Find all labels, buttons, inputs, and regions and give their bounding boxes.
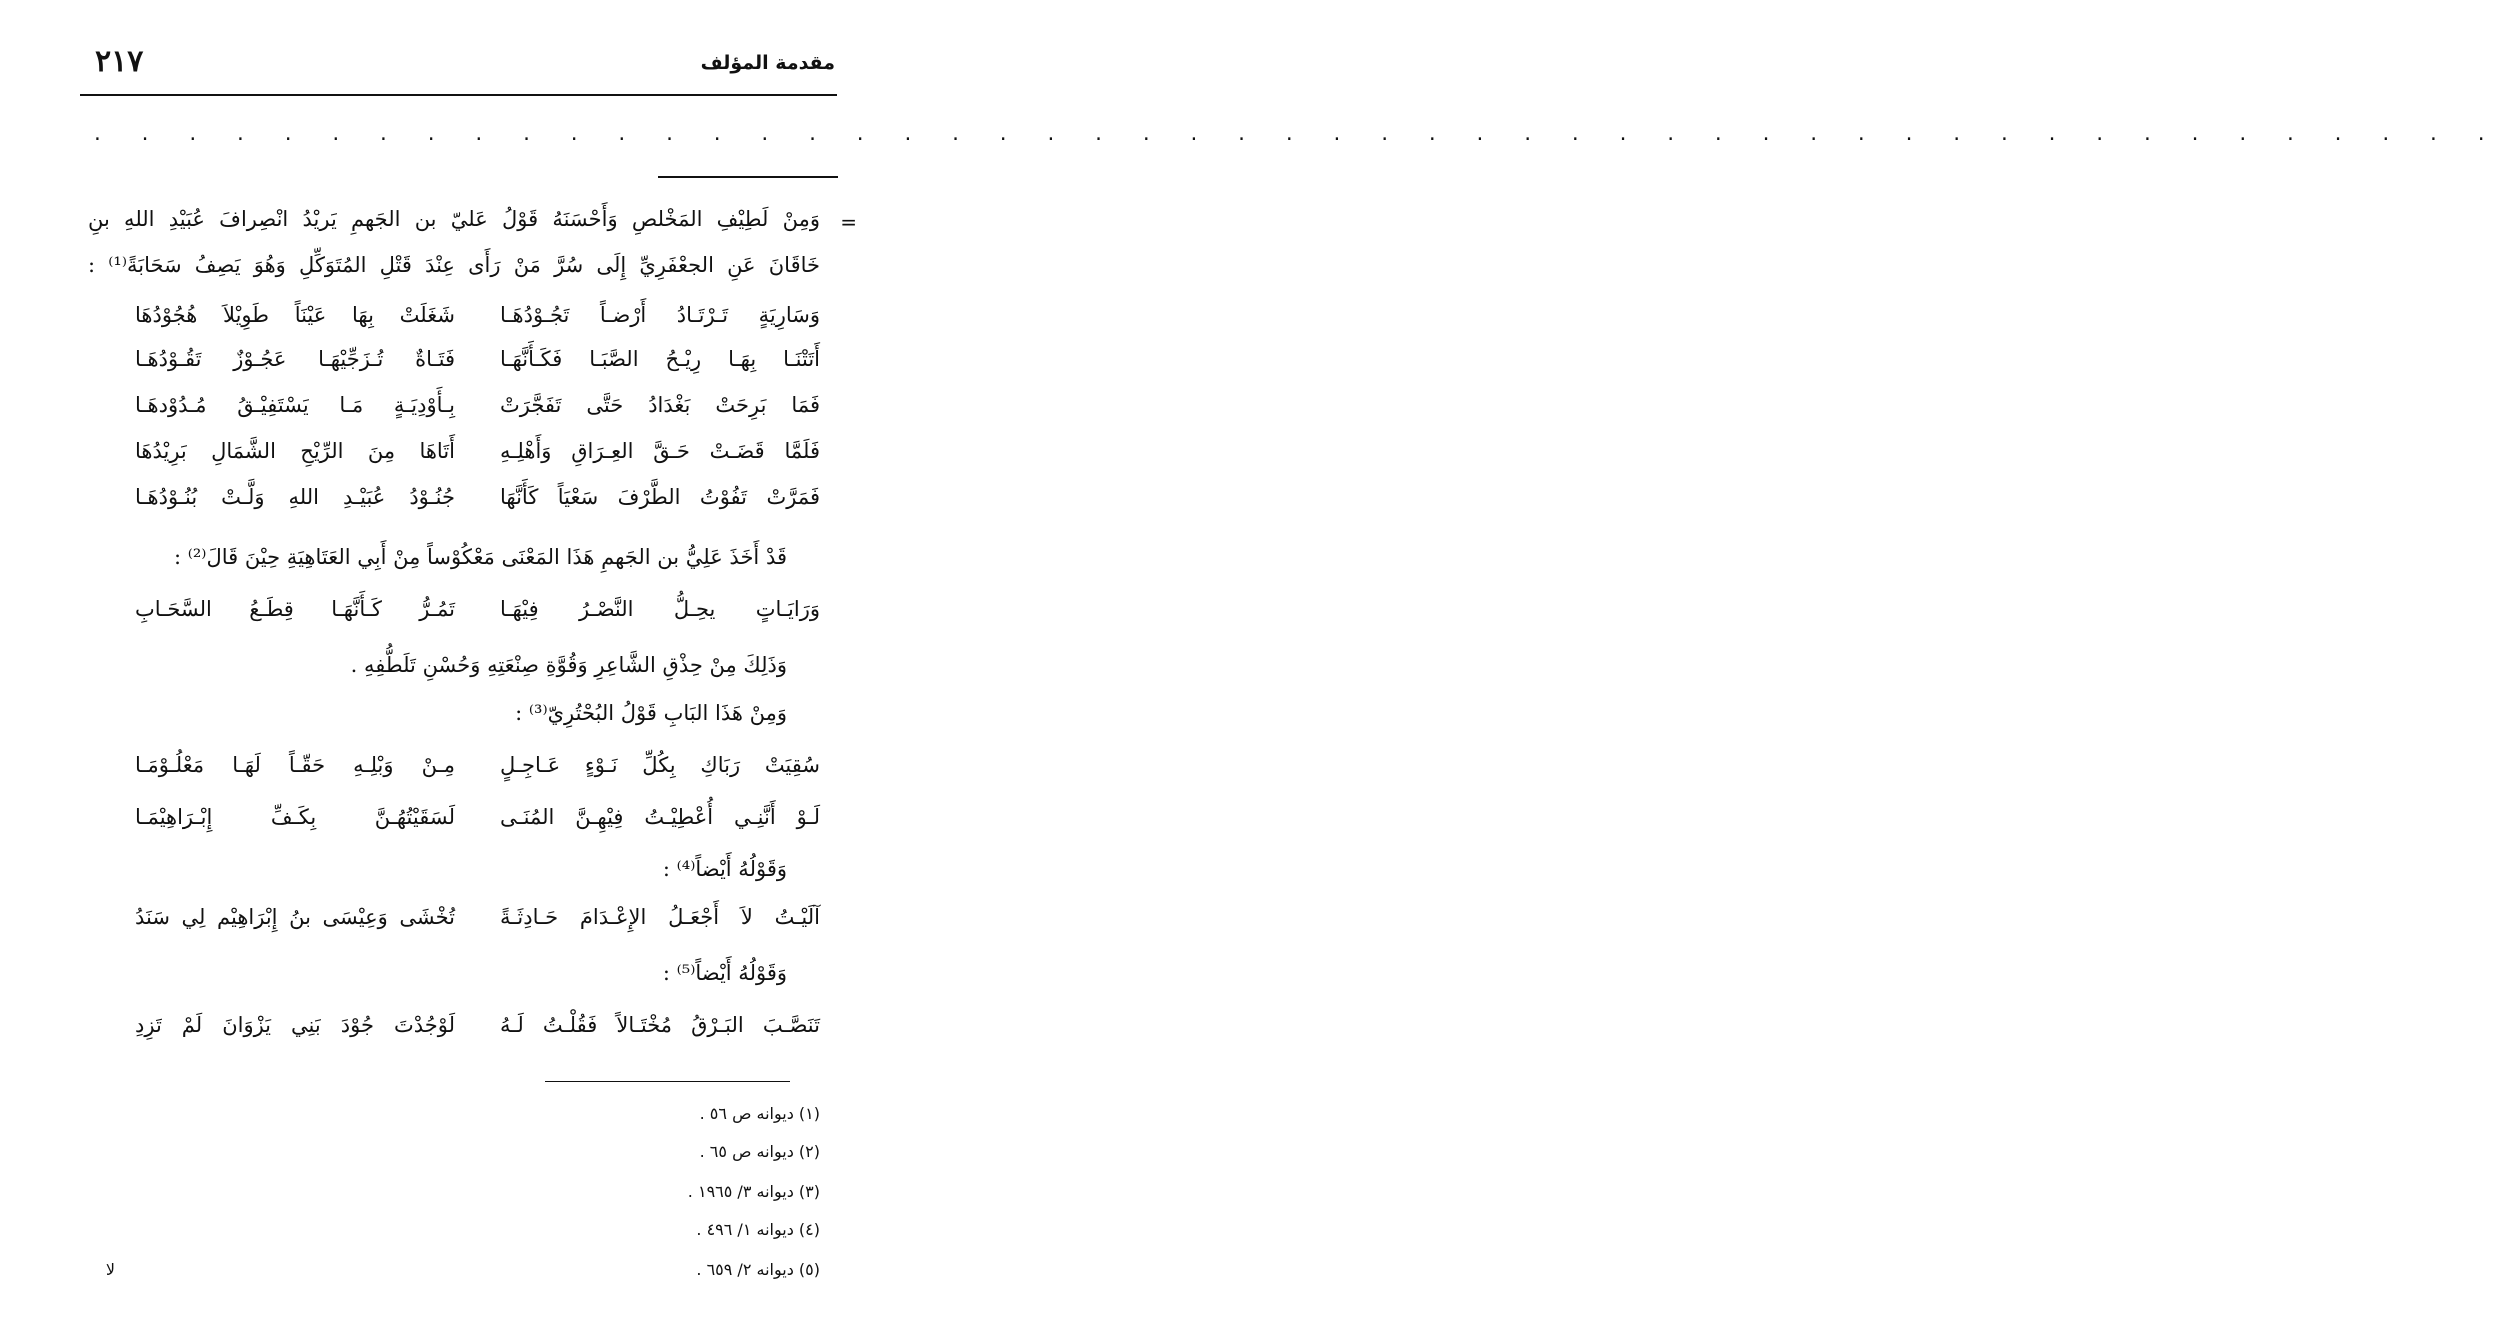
verse-7-first-hemistich: سُقِيَتْ رَبَاكِ بِكُلِّ نَـوْءٍ عَـاجِـلٍ <box>500 753 820 777</box>
verse-10-second-hemistich: لَوْجُدْتَ جُوْدَ بَنِي يَزْوَانَ لَمْ تَزِدِ <box>135 1013 455 1037</box>
header-rule <box>80 94 837 96</box>
intro-line-1: وَمِنْ لَطِيْفِ المَخْلصِ وَأَحْسَنَهُ قَوْلُ عَليّ بن الجَهمِ يَريْدُ انْصِرافَ عُبَيْدِ اللهِ بنِ <box>88 207 820 231</box>
footnote-2: (٢) ديوانه ص ٦٥ . <box>699 1142 820 1161</box>
footnote-1: (١) ديوانه ص ٥٦ . <box>699 1104 820 1123</box>
verse-6-second-hemistich: تَمُـرُّ كَـأَنَّهَـا قِطَـعُ السَّحَـابِ <box>135 597 455 621</box>
verse-7-second-hemistich: مِـنْ وَبْلِـهِ حَقّـاً لَهَـا مَعْلُـوْمَـا <box>135 753 455 777</box>
continuation-mark: = <box>840 210 857 234</box>
verse-10-first-hemistich: تَنَصَّـبَ البَـرْقُ مُخْتَـالاً فَقُلْـتُ لَـهُ <box>500 1013 820 1037</box>
footnote-rule <box>545 1081 790 1082</box>
footnote-4: (٤) ديوانه ١/ ٤٩٦ . <box>696 1220 820 1239</box>
page-number: ٢١٧ <box>95 44 144 79</box>
intro-line-2: خَاقَانَ عَنِ الجعْفَرِيِّ إِلَى سُرَّ مَنْ رَأَى عِنْدَ قَتْلِ المُتَوَكِّلِ وَهُوَ يَصِفُ سَحَابَةً⁽¹⁾ : <box>88 253 820 277</box>
verse-4-first-hemistich: فَلَمَّا قَضَـتْ حَـقَّ العِـرَاقِ وَأَهْلِـهِ <box>500 439 820 463</box>
verse-9-second-hemistich: تُخْشَى وَعِيْسَى بنُ إِبْرَاهِيْم لِي سَنَدُ <box>135 905 455 929</box>
note-also-5: وَقَوْلُهُ أَيْضاً⁽⁵⁾ : <box>662 961 787 985</box>
note-buhturi: وَمِنْ هَذَا البَابِ قَوْلُ البُحْتُرِيّ⁽³⁾ : <box>515 701 787 725</box>
footnote-3: (٣) ديوانه ٣/ ١٩٦٥ . <box>687 1182 820 1201</box>
corner-mark: لا <box>105 1260 115 1279</box>
note-poet-skill: وَذَلِكَ مِنْ حِذْقِ الشَّاعِرِ وَقُوَّةِ صِنْعَتِهِ وَحُسْنِ تَلَطُّفِهِ . <box>350 653 787 677</box>
footnote-5: (٥) ديوانه ٢/ ٦٥٩ . <box>696 1260 820 1279</box>
verse-2-first-hemistich: أَتَتْنَـا بِهَـا رِيْـحُ الصَّبَـا فَكَـأَنَّهَـا <box>500 347 820 371</box>
verse-5-second-hemistich: جُنُـوْدُ عُبَيْـدِ اللهِ وَلَّـتْ بُنُـوْدُهَـا <box>135 485 455 509</box>
running-title: مقدمة المؤلف <box>700 52 835 74</box>
verse-4-second-hemistich: أَتَاهَا مِنَ الرِّيْحِ الشَّمَالِ بَرِيْدُهَا <box>135 439 455 463</box>
verse-9-first-hemistich: آلَيْـتُ لاَ أَجْعَـلُ الإِعْـدَامَ حَـادِثَـةً <box>500 905 820 929</box>
verse-8-second-hemistich: لَسَقَيْتُهُـنَّ بِكَـفِّ إِبْـرَاهِيْمَـا <box>135 805 455 829</box>
ellipsis-separator: . . . . . . . . . . . . . . . . . . . . . . . . . . . . . . . . . . . . . . . . . . . . . . . . . . . <box>92 124 2500 145</box>
verse-5-first-hemistich: فَمَرَّتْ تَفُوْتُ الطَّرْفَ سَعْيَاً كَأَنَّهَا <box>500 485 820 509</box>
note-abu-alatahiya: قَدْ أَخَذَ عَلِيُّ بن الجَهمِ هَذَا المَعْنَى مَعْكُوْساً مِنْ أَبِي العَتَاهِيَةِ حِيْنَ قَالَ⁽²⁾ : <box>173 545 787 569</box>
section-rule <box>658 176 838 178</box>
verse-1-first-hemistich: وَسَارِيَةٍ تَـرْتَـادُ أَرْضـاً تَجُـوْدُهَـا <box>500 303 820 327</box>
verse-3-second-hemistich: بِـأَوْدِيَـةٍ مَـا يَسْتَفِيْـقُ مُـدُوْدهَـا <box>135 393 455 417</box>
verse-2-second-hemistich: فَتَـاةٌ تُـزَجِّيْهَـا عَجُـوْزٌ تَقُـوْدُهَـا <box>135 347 455 371</box>
verse-8-first-hemistich: لَـوْ أَنَّنِـي أُعْطِيْـتُ فِيْهِـنَّ المُنَـى <box>500 805 820 829</box>
verse-3-first-hemistich: فَمَا بَرِحَتْ بَغْدَادُ حَتَّى تَفَجَّرَتْ <box>500 393 820 417</box>
note-also-4: وَقَوْلُهُ أَيْضاً⁽⁴⁾ : <box>662 857 787 881</box>
verse-6-first-hemistich: وَرَايَـاتٍ يحِـلُّ النَّصْـرُ فِيْهَـا <box>500 597 820 621</box>
verse-1-second-hemistich: شَغَلَتْ بِهَا عَيْنَاً طَوِيْلاَ هُجُوْدُهَا <box>135 303 455 327</box>
